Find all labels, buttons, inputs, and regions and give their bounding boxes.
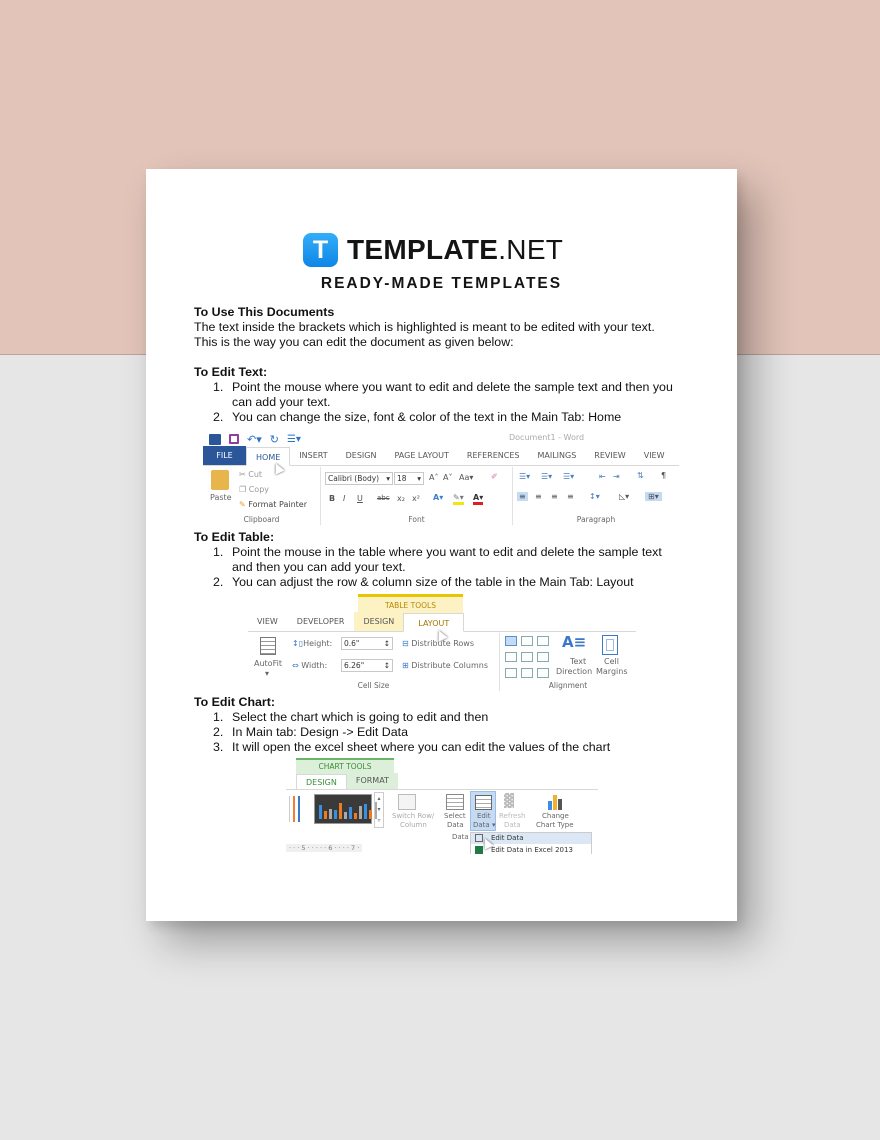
step-number: 2. xyxy=(213,410,224,424)
table-tools-ribbon-screenshot xyxy=(248,594,636,694)
bullets-icon[interactable]: ☰▾ xyxy=(519,472,531,481)
shading-icon[interactable]: ◺▾ xyxy=(619,492,630,501)
brand-logo xyxy=(303,233,563,267)
paste-button[interactable]: Paste xyxy=(210,493,232,502)
shrink-font-icon[interactable]: A˅ xyxy=(443,473,453,482)
strikethrough-button[interactable]: abc xyxy=(377,494,390,502)
tab-table-design[interactable]: DESIGN xyxy=(354,612,403,631)
edit-table-step-1-line-2: and then you can add your text. xyxy=(232,560,406,574)
grow-font-icon[interactable]: A˄ xyxy=(429,473,439,482)
chart-tools-label: CHART TOOLS xyxy=(296,758,394,774)
format-painter-button[interactable] xyxy=(239,500,307,509)
switch-row-column-label-1: Switch Row/ xyxy=(392,812,435,820)
cell-alignment-grid xyxy=(505,636,549,678)
edit-chart-step-3: It will open the excel sheet where you can edit the values of the chart xyxy=(232,740,611,754)
select-data-icon[interactable] xyxy=(446,794,464,810)
tab-chart-format[interactable]: FORMAT xyxy=(347,773,398,789)
menu-item-edit-data[interactable]: Edit Data xyxy=(471,833,591,844)
save-icon xyxy=(229,434,239,444)
subscript-button[interactable]: x₂ xyxy=(397,494,405,503)
redo-icon: ↻ xyxy=(269,432,279,446)
tab-chart-design[interactable]: DESIGN xyxy=(296,774,347,790)
font-color-icon[interactable]: A▾ xyxy=(473,493,483,505)
align-right-icon[interactable]: ≡ xyxy=(551,492,558,501)
switch-row-column-label-2: Column xyxy=(400,821,427,829)
width-label-text: Width: xyxy=(301,661,328,670)
align-center-icon[interactable]: ≡ xyxy=(535,492,542,501)
clear-formatting-icon[interactable]: ✐ xyxy=(491,472,498,481)
change-chart-type-label-2: Chart Type xyxy=(536,821,574,829)
copy-label: Copy xyxy=(248,485,270,494)
edit-text-heading: To Edit Text: xyxy=(194,365,268,379)
brand-name-light: .NET xyxy=(498,234,564,265)
format-painter-label: Format Painter xyxy=(248,500,307,509)
width-value: 6.26" xyxy=(344,661,365,670)
chevron-down-icon: ▾ xyxy=(265,669,270,678)
bold-button[interactable]: B xyxy=(329,494,336,503)
intro-heading: To Use This Documents xyxy=(194,305,335,319)
chevron-down-icon: ▾ xyxy=(386,474,390,483)
tab-developer[interactable]: DEVELOPER xyxy=(296,617,345,626)
step-number: 2. xyxy=(213,575,224,589)
align-bottom-left-icon[interactable] xyxy=(505,668,517,678)
cell-size-group-label: Cell Size xyxy=(357,681,390,690)
edit-text-step-2: You can change the size, font & color of the text in the Main Tab: Home xyxy=(232,410,622,424)
text-direction-icon[interactable]: A≡ xyxy=(562,633,587,651)
align-middle-left-icon[interactable] xyxy=(505,652,517,662)
step-number: 2. xyxy=(213,725,224,739)
distribute-rows-icon: ⊟ xyxy=(402,639,409,648)
borders-icon[interactable]: ⊞▾ xyxy=(645,492,662,501)
menu-item-edit-data-in-excel[interactable]: Edit Data in Excel 2013 xyxy=(491,846,573,854)
column-width-icon: ⇔ xyxy=(292,661,299,670)
edit-chart-step-1: Select the chart which is going to edit and then xyxy=(232,710,489,724)
step-number: 1. xyxy=(213,545,224,559)
width-label xyxy=(292,661,327,670)
ruler: · · · 5 · · · · · 6 · · · · 7 · xyxy=(286,844,362,852)
text-effects-icon[interactable]: A▾ xyxy=(433,493,444,502)
distribute-rows-button[interactable] xyxy=(402,639,474,648)
align-top-right-icon[interactable] xyxy=(537,636,549,646)
increase-indent-icon[interactable]: ⇥ xyxy=(613,472,620,481)
align-top-center-icon[interactable] xyxy=(521,636,533,646)
gallery-scroll[interactable]: ▴ ▾ ▿ xyxy=(374,792,384,828)
brand-name xyxy=(347,234,563,266)
tab-mailings[interactable]: MAILINGS xyxy=(537,451,577,460)
switch-row-column-icon[interactable] xyxy=(398,794,416,810)
tab-insert[interactable]: INSERT xyxy=(299,451,328,460)
select-data-label-2: Data xyxy=(447,821,464,829)
font-size-value: 18 xyxy=(397,474,407,483)
logo-badge-icon: T xyxy=(303,233,338,267)
cut-label: Cut xyxy=(248,470,263,479)
quick-access-toolbar xyxy=(209,432,301,446)
row-height-icon: ↕▯ xyxy=(292,639,304,648)
tab-view[interactable]: VIEW xyxy=(643,451,665,460)
data-group-label: Data xyxy=(452,833,469,841)
superscript-button[interactable]: x² xyxy=(412,494,420,503)
line-spacing-icon[interactable]: ↕▾ xyxy=(589,492,600,501)
decrease-indent-icon[interactable]: ⇤ xyxy=(599,472,606,481)
change-chart-type-icon[interactable] xyxy=(548,794,562,810)
font-group-label: Font xyxy=(408,515,425,524)
tab-review[interactable]: REVIEW xyxy=(594,451,626,460)
refresh-data-icon[interactable]: ▓ xyxy=(504,794,514,809)
tab-design[interactable]: DESIGN xyxy=(345,451,377,460)
width-input[interactable] xyxy=(341,659,393,672)
edit-chart-heading: To Edit Chart: xyxy=(194,695,275,709)
cell-size-group xyxy=(248,633,500,691)
document-page xyxy=(146,169,737,921)
edit-text-step-1-line-2: can add your text. xyxy=(232,395,331,409)
mini-bar-chart xyxy=(319,802,377,819)
step-number: 3. xyxy=(213,740,224,754)
distribute-columns-label: Distribute Columns xyxy=(411,661,489,670)
tab-page-layout[interactable]: PAGE LAYOUT xyxy=(394,451,449,460)
height-value: 0.6" xyxy=(344,639,360,648)
chevron-down-icon: ▾ xyxy=(417,474,421,483)
intro-line-1: The text inside the brackets which is highlighted is meant to be edited with your text. xyxy=(194,320,655,334)
chart-style-thumbnail-selected[interactable] xyxy=(314,794,372,824)
text-direction-label-2: Direction xyxy=(556,667,593,676)
paragraph-group xyxy=(513,467,679,525)
edit-chart-step-2: In Main tab: Design -> Edit Data xyxy=(232,725,408,739)
clipboard-group-label: Clipboard xyxy=(243,515,280,524)
font-name-value: Calibri (Body) xyxy=(328,474,380,483)
highlight-color-icon[interactable]: ✎▾ xyxy=(453,493,464,505)
alignment-group xyxy=(500,633,636,691)
autofit-button[interactable]: AutoFit xyxy=(254,659,282,668)
change-case-label: Aa xyxy=(459,473,470,482)
brush-icon: ✎ xyxy=(239,500,246,509)
change-chart-type-label-1: Change xyxy=(542,812,569,820)
step-number: 1. xyxy=(213,380,224,394)
select-data-label-1: Select xyxy=(444,812,466,820)
autofit-icon[interactable] xyxy=(260,637,276,655)
tab-file[interactable]: FILE xyxy=(203,446,246,465)
refresh-data-label-1: Refresh xyxy=(499,812,526,820)
chart-ribbon-tabs xyxy=(296,773,398,789)
cut-button[interactable]: ✂ Cut xyxy=(239,470,263,479)
align-bottom-right-icon[interactable] xyxy=(537,668,549,678)
distribute-columns-button[interactable] xyxy=(402,661,488,670)
ribbon-divider xyxy=(286,789,598,790)
clipboard-group xyxy=(203,467,321,525)
spinner-icon: ↕ xyxy=(383,639,390,648)
word-home-ribbon-screenshot xyxy=(203,428,679,528)
align-middle-center-icon[interactable] xyxy=(521,652,533,662)
edit-table-heading: To Edit Table: xyxy=(194,530,275,544)
word-app-icon xyxy=(209,434,221,445)
bullets-quick-icon: ☰▾ xyxy=(286,433,301,445)
cell-margins-label-1: Cell xyxy=(604,657,619,666)
undo-icon: ↶▾ xyxy=(247,432,262,446)
tab-references[interactable]: REFERENCES xyxy=(466,451,520,460)
table-tools-label: TABLE TOOLS xyxy=(358,594,463,614)
edit-table-step-2: You can adjust the row & column size of the table in the Main Tab: Layout xyxy=(232,575,634,589)
numbering-icon[interactable]: ☰▾ xyxy=(541,472,553,481)
underline-button[interactable]: U xyxy=(357,494,363,503)
paragraph-group-label: Paragraph xyxy=(576,515,616,524)
font-group xyxy=(321,467,513,525)
edit-data-button[interactable] xyxy=(470,791,496,831)
step-number: 1. xyxy=(213,710,224,724)
align-left-icon[interactable]: ≡ xyxy=(519,492,526,501)
height-input[interactable] xyxy=(341,637,393,650)
cell-margins-label-2: Margins xyxy=(596,667,628,676)
refresh-data-label-2: Data xyxy=(504,821,521,829)
align-top-left-icon[interactable] xyxy=(505,636,517,646)
edit-text-step-1-line-1: Point the mouse where you want to edit and delete the sample text and then you xyxy=(232,380,673,394)
cell-margins-icon[interactable] xyxy=(602,635,618,655)
intro-line-2: This is the way you can edit the document as given below: xyxy=(194,335,514,349)
sort-icon[interactable]: ⇅ xyxy=(637,471,644,480)
paste-icon[interactable] xyxy=(211,470,229,490)
edit-data-icon xyxy=(475,795,492,810)
tab-home[interactable]: HOME xyxy=(246,447,290,466)
height-label-text: Height: xyxy=(303,639,333,648)
font-name-dropdown[interactable] xyxy=(325,472,393,485)
brand-name-bold: TEMPLATE xyxy=(347,234,499,265)
copy-button[interactable]: ❐ Copy xyxy=(239,485,270,494)
brand-tagline: READY-MADE TEMPLATES xyxy=(320,275,563,292)
tab-table-layout[interactable]: LAYOUT xyxy=(403,613,464,632)
distribute-columns-icon: ⊞ xyxy=(402,661,409,670)
edit-data-label-1: Edit xyxy=(477,812,491,820)
multilevel-list-icon[interactable]: ☰▾ xyxy=(563,472,575,481)
italic-button[interactable]: I xyxy=(343,494,346,503)
align-bottom-center-icon[interactable] xyxy=(521,668,533,678)
tab-view[interactable]: VIEW xyxy=(257,617,278,626)
chart-style-thumbnail[interactable] xyxy=(286,796,306,822)
text-direction-label-1: Text xyxy=(570,657,587,666)
window-title: Document1 - Word xyxy=(509,433,585,442)
excel-icon xyxy=(475,846,483,854)
distribute-rows-label: Distribute Rows xyxy=(411,639,475,648)
alignment-group-label: Alignment xyxy=(548,681,588,690)
edit-table-step-1-line-1: Point the mouse in the table where you want to edit and delete the sample text xyxy=(232,545,662,559)
height-label xyxy=(292,639,332,648)
align-middle-right-icon[interactable] xyxy=(537,652,549,662)
font-size-dropdown[interactable] xyxy=(394,472,424,485)
change-case-button[interactable]: Aa▾ xyxy=(459,473,474,482)
spinner-icon: ↕ xyxy=(383,661,390,670)
edit-data-label-2: Data ▾ xyxy=(473,821,496,829)
show-hide-icon[interactable]: ¶ xyxy=(661,471,667,480)
chart-tools-ribbon-screenshot xyxy=(286,758,598,854)
justify-icon[interactable]: ≡ xyxy=(567,492,574,501)
